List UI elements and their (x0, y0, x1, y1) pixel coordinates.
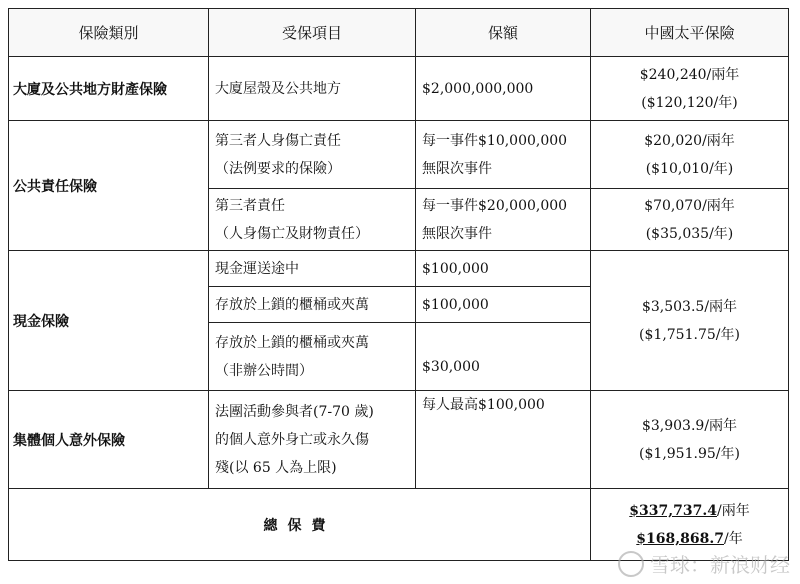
total-annual-value: $168,868.7 (636, 530, 724, 547)
item-cell (209, 287, 416, 323)
price-cell (591, 189, 789, 251)
category-building: 大廈及公共地方財產保險 (9, 57, 209, 121)
price-biennial: $20,020/兩年 (644, 132, 735, 149)
amount-cell (416, 391, 591, 489)
table-row (9, 251, 789, 287)
amount-cell (416, 323, 591, 391)
price-biennial: $3,903.9/兩年 (641, 417, 738, 434)
amount-text: $30,000 (422, 358, 480, 375)
price-annual: ($120,120/年) (641, 94, 738, 111)
amount-cell (416, 121, 591, 189)
amount-text: 每一事件$20,000,000 (422, 197, 568, 214)
insurance-table (8, 8, 789, 561)
category-accident: 集體個人意外保險 (9, 391, 209, 489)
amount-text: 每一事件$10,000,000 (422, 132, 568, 149)
item-text: 法團活動參與者(7-70 歲) (215, 403, 374, 420)
item-text: 大廈屋殼及公共地方 (215, 80, 341, 97)
amount-cell (416, 189, 591, 251)
price-cell (591, 391, 789, 489)
item-text: 存放於上鎖的櫃桶或夾萬 (215, 334, 369, 351)
watermark-text: 雪球：新浪财经 (650, 553, 790, 577)
price-biennial: $70,070/兩年 (644, 197, 735, 214)
item-text: （法例要求的保險） (215, 160, 341, 177)
item-cell (209, 251, 416, 287)
item-cell (209, 391, 416, 489)
category-public-liability: 公共責任保險 (9, 121, 209, 251)
price-biennial: $3,503.5/兩年 (641, 298, 738, 315)
category-cash: 現金保險 (9, 251, 209, 391)
header-insurer: 中國太平保險 (591, 9, 789, 57)
header-category: 保險類別 (9, 9, 209, 57)
table-header-row (9, 9, 789, 57)
total-value: $337,737.4 (629, 502, 717, 519)
amount-text: 無限次事件 (422, 225, 492, 242)
total-annual-unit: /年 (723, 530, 743, 547)
item-text: 殘(以 65 人為上限) (215, 459, 337, 476)
amount-cell (416, 287, 591, 323)
price-biennial: $240,240/兩年 (639, 66, 740, 83)
amount-text: $2,000,000,000 (422, 80, 534, 97)
item-cell (209, 323, 416, 391)
item-text: （非辦公時間） (215, 362, 313, 379)
price-cell (591, 57, 789, 121)
price-annual: ($10,010/年) (645, 160, 734, 177)
amount-text: $100,000 (422, 260, 489, 277)
item-text: （人身傷亡及財物責任） (215, 225, 369, 242)
item-text: 存放於上鎖的櫃桶或夾萬 (215, 296, 369, 313)
header-amount: 保額 (416, 9, 591, 57)
item-text: 現金運送途中 (215, 260, 299, 277)
item-text: 第三者人身傷亡責任 (215, 132, 341, 149)
total-unit: /兩年 (716, 502, 750, 519)
item-cell (209, 57, 416, 121)
item-text: 的個人意外身亡或永久傷 (215, 431, 369, 448)
amount-text: $100,000 (422, 296, 489, 313)
table-row (9, 57, 789, 121)
header-item: 受保項目 (209, 9, 416, 57)
price-cell (591, 121, 789, 189)
amount-cell (416, 251, 591, 287)
snowball-logo-icon (618, 551, 644, 577)
amount-text: 每人最高$100,000 (422, 397, 545, 413)
item-cell (209, 121, 416, 189)
price-annual: ($1,751.75/年) (639, 326, 740, 343)
amount-cell (416, 57, 591, 121)
price-cell (591, 251, 789, 391)
price-annual: ($1,951.95/年) (639, 445, 740, 462)
watermark (618, 549, 790, 578)
item-cell (209, 189, 416, 251)
amount-text: 無限次事件 (422, 160, 492, 177)
price-annual: ($35,035/年) (645, 225, 734, 242)
table-row (9, 121, 789, 189)
total-label: 總保費 (9, 489, 591, 561)
table-row (9, 391, 789, 489)
item-text: 第三者責任 (215, 197, 285, 214)
